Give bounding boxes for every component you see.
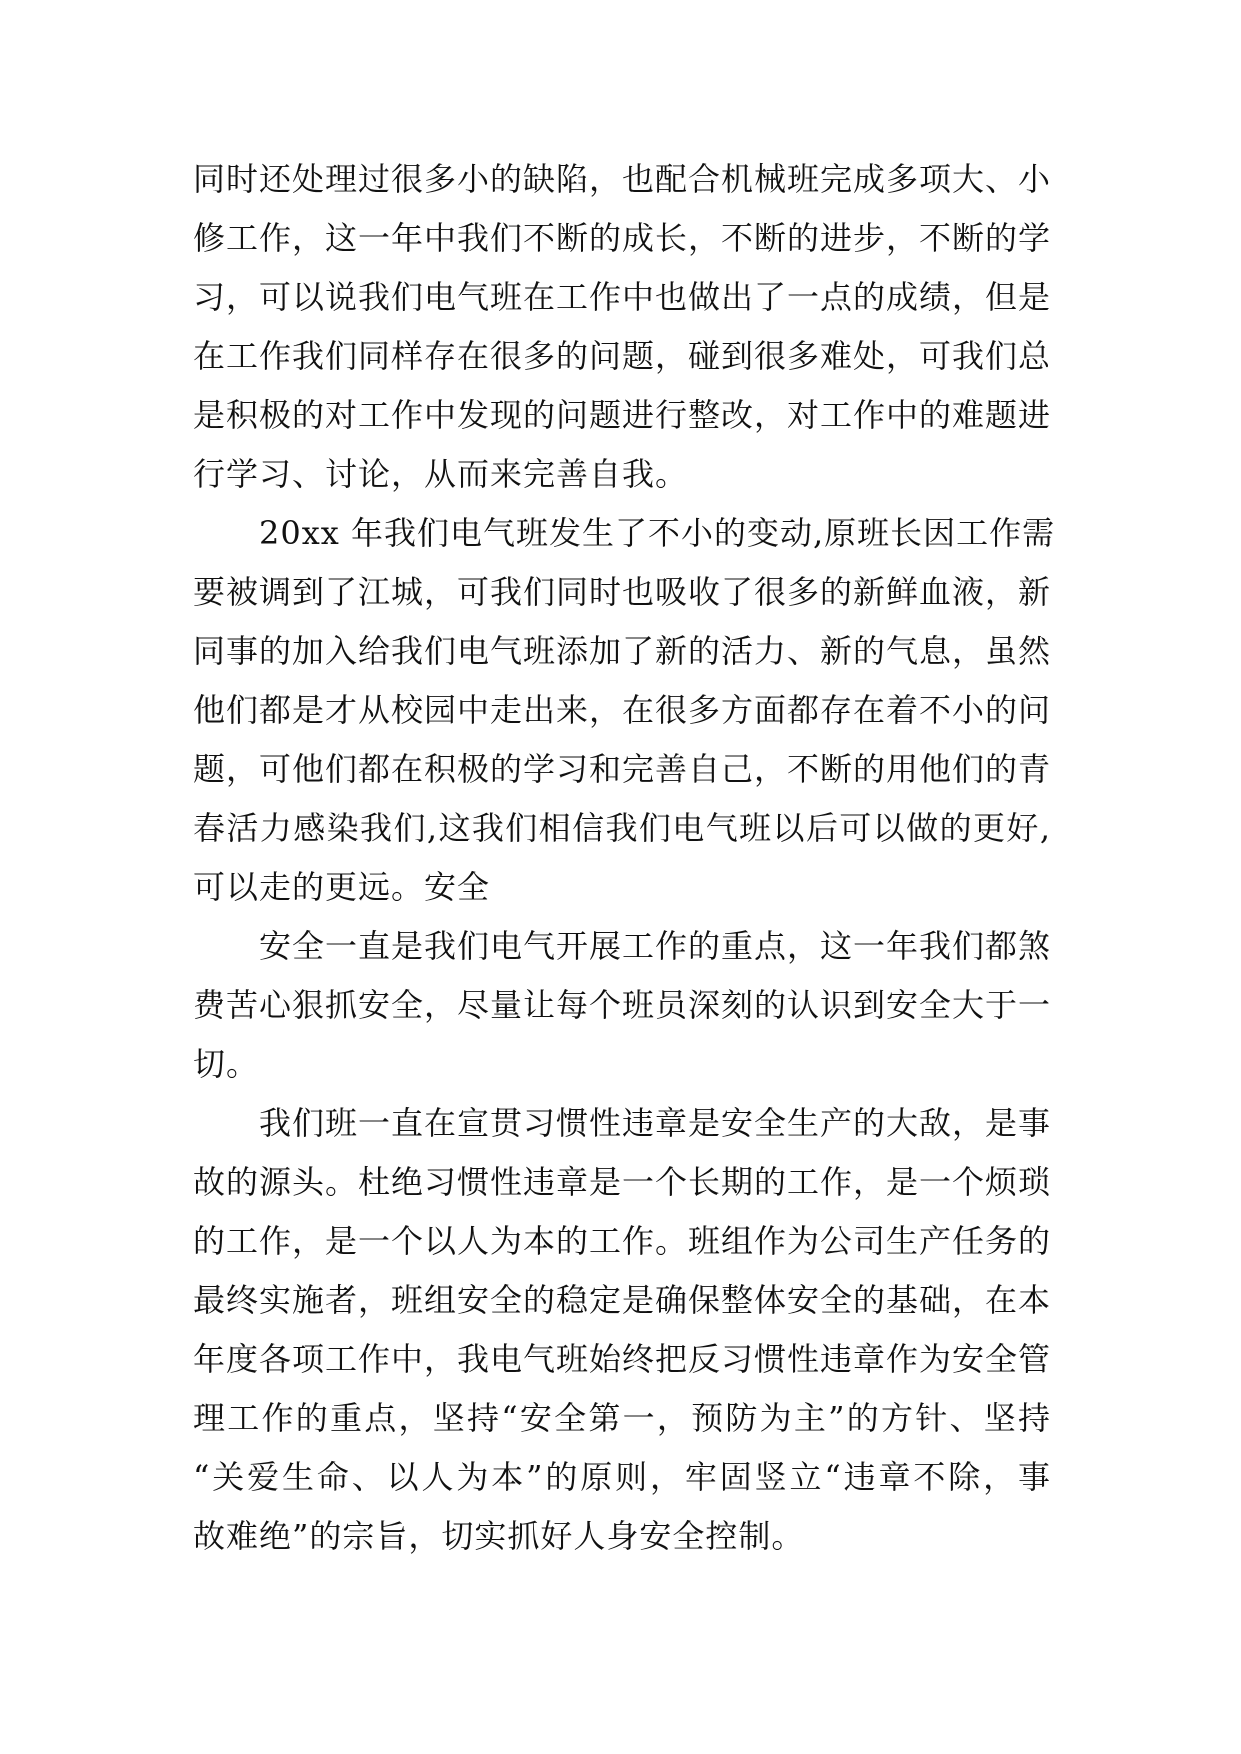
text-line: 行学习、讨论，从而来完善自我。 — [193, 455, 689, 493]
text-line: 同事的加入给我们电气班添加了新的活力、新的气息，虽然 — [193, 632, 1052, 670]
paragraph — [193, 150, 1051, 504]
paragraph — [193, 917, 1051, 1094]
text-line: 修工作，这一年中我们不断的成长，不断的进步，不断的学 — [193, 219, 1052, 257]
text-line: 切。 — [193, 1045, 260, 1083]
paragraph — [193, 1094, 1051, 1566]
text-line: 费苦心狠抓安全，尽量让每个班员深刻的认识到安全大于一 — [193, 986, 1052, 1024]
text-line: 故难绝”的宗旨，切实抓好人身安全控制。 — [193, 1517, 805, 1555]
text-line: 在工作我们同样存在很多的问题，碰到很多难处，可我们总 — [193, 337, 1052, 375]
text-line: 年度各项工作中，我电气班始终把反习惯性违章作为安全管 — [193, 1340, 1052, 1378]
paragraph — [193, 504, 1056, 917]
text-line: 安全一直是我们电气开展工作的重点，这一年我们都煞 — [259, 927, 1052, 965]
document-body — [193, 150, 1056, 1566]
text-line: 我们班一直在宣贯习惯性违章是安全生产的大敌，是事 — [259, 1104, 1052, 1142]
text-line: 的工作，是一个以人为本的工作。班组作为公司生产任务的 — [193, 1222, 1052, 1260]
text-line: 可以走的更远。安全 — [193, 868, 491, 906]
text-line: 是积极的对工作中发现的问题进行整改，对工作中的难题进 — [193, 396, 1052, 434]
text-line: 题，可他们都在积极的学习和完善自己，不断的用他们的青 — [193, 750, 1052, 788]
text-line: 要被调到了江城，可我们同时也吸收了很多的新鲜血液，新 — [193, 573, 1052, 611]
text-line: 20xx 年我们电气班发生了不小的变动,原班长因工作需 — [259, 514, 1056, 552]
text-line: 他们都是才从校园中走出来，在很多方面都存在着不小的问 — [193, 691, 1052, 729]
text-line: 同时还处理过很多小的缺陷，也配合机械班完成多项大、小 — [193, 160, 1052, 198]
text-line: “关爱生命、以人为本”的原则，牢固竖立“违章不除，事 — [193, 1458, 1051, 1496]
text-line: 最终实施者，班组安全的稳定是确保整体安全的基础，在本 — [193, 1281, 1052, 1319]
text-line: 春活力感染我们,这我们相信我们电气班以后可以做的更好, — [193, 809, 1051, 847]
text-line: 故的源头。杜绝习惯性违章是一个长期的工作，是一个烦琐 — [193, 1163, 1052, 1201]
text-line: 习，可以说我们电气班在工作中也做出了一点的成绩，但是 — [193, 278, 1052, 316]
text-line: 理工作的重点，坚持“安全第一，预防为主”的方针、坚持 — [193, 1399, 1051, 1437]
